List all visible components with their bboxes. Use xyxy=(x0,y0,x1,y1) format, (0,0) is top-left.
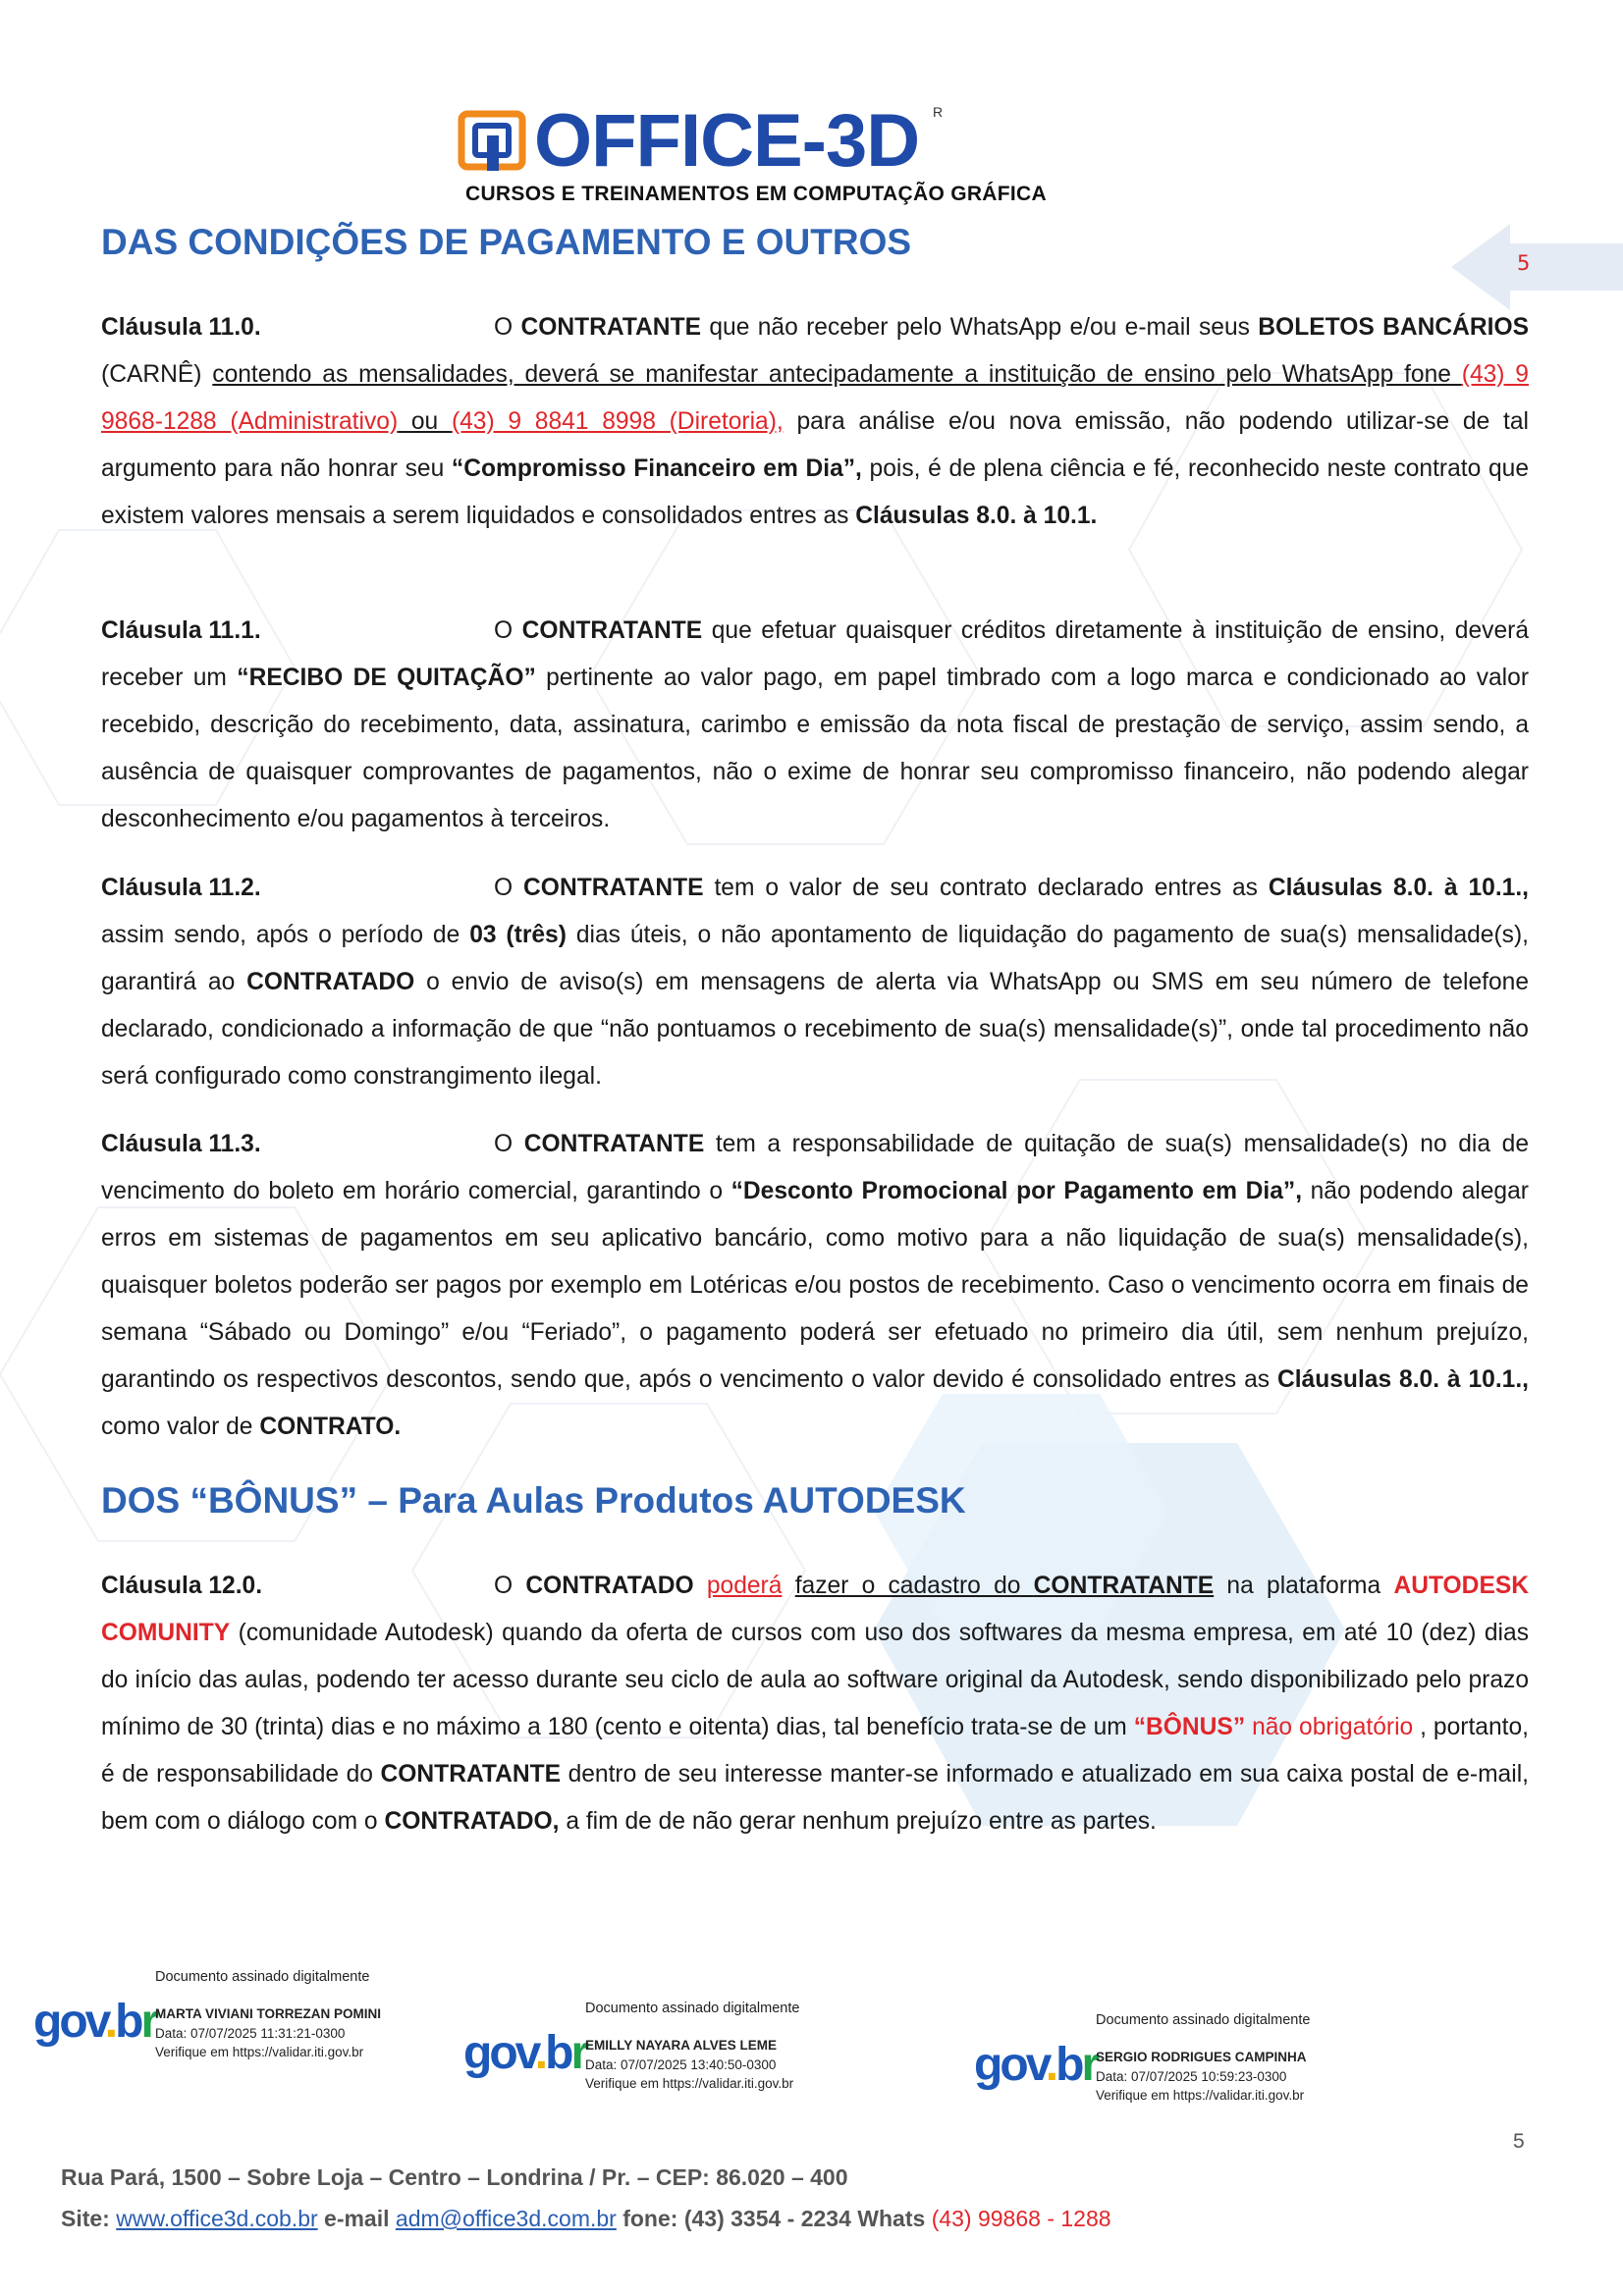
site-link[interactable]: www.office3d.cob.br xyxy=(116,2206,318,2231)
office-3d-logo-mark-icon xyxy=(458,110,526,171)
signer-name: SERGIO RODRIGUES CAMPINHA xyxy=(1096,2050,1307,2064)
phone-administrativo: (43) 9 9868-1288 (Administrativo) xyxy=(101,361,1529,435)
signer-name: MARTA VIVIANI TORREZAN POMINI xyxy=(155,2006,382,2021)
signer-name: EMILLY NAYARA ALVES LEME xyxy=(585,2038,778,2053)
email-link[interactable]: adm@office3d.com.br xyxy=(395,2206,617,2231)
clause-number: Cláusula 11.0. xyxy=(101,314,261,341)
footer-phone: (43) 3354 - 2234 xyxy=(683,2206,851,2231)
clause-11-3: Cláusula 11.3. O CONTRATANTE tem a responsabilidade de quitação de sua(s) mensalidade(s) no dia de vencimento do boleto em horário comercial, garantindo o “Desconto Promocional por Pagamento em Dia”, não podendo alegar erros em sistemas de pagamentos em seu aplicativo bancário, como motivo para a não liquidação de sua(s) mensalidade(s), quaisquer boletos poderão ser pagos por exemplo em Lotéricas e/ou postos de recebimento. Caso o vencimento ocorra em finais de semana “Sábado ou Domingo” e/ou “Feriado”, o pagamento poderá ser efetuado no primeiro dia útil, sem nenhum prejuízo, garantindo os respectivos descontos, sendo que, após o vencimento o valor devido é consolidado entres as Cláusulas 8.0. à 10.1., como valor de CONTRATO. xyxy=(101,1121,1529,1451)
gov-br-logo-icon: gov.br xyxy=(463,2027,587,2079)
signature-date: Data: 07/07/2025 13:40:50-0300 xyxy=(585,2057,777,2072)
clause-11-1: Cláusula 11.1. O CONTRATANTE que efetuar quaisquer créditos diretamente à instituição de ensino, deverá receber um “RECIBO DE QUITAÇÃO” pertinente ao valor pago, em papel timbrado com a logo marca e condicionado ao valor recebido, descrição do recebimento, data, assinatura, carimbo e emissão da nota fiscal de prestação de serviço, assim sendo, a ausência de quaisquer comprovantes de pagamentos, não o exime de honrar seu compromisso financeiro, não podendo alegar desconhecimento e/ou pagamentos à terceiros. xyxy=(101,608,1529,843)
clause-number: Cláusula 12.0. xyxy=(101,1573,263,1599)
footer-address: Rua Pará, 1500 – Sobre Loja – Centro – Londrina / Pr. – CEP: 86.020 – 400 xyxy=(61,2164,848,2190)
section-title-bonus: DOS “BÔNUS” – Para Aulas Produtos AUTODESK xyxy=(101,1480,966,1521)
section-title-payment: DAS CONDIÇÕES DE PAGAMENTO E OUTROS xyxy=(101,222,912,262)
clause-number: Cláusula 11.2. xyxy=(101,875,261,901)
gov-br-logo-icon: gov.br xyxy=(33,1996,157,2048)
clause-11-0: Cláusula 11.0. O CONTRATANTE que não receber pelo WhatsApp e/ou e-mail seus BOLETOS BANCÁRIOS (CARNÊ) contendo as mensalidades, deverá se manifestar antecipadamente a instituição de ensino pelo WhatsApp fone (43) 9 9868-1288 (Administrativo) ou (43) 9 8841 8998 (Diretoria), para análise e/ou nova emissão, não podendo utilizar-se de tal argumento para não honrar seu “Compromisso Financeiro em Dia”, pois, é de plena ciência e fé, reconhecido neste contrato que existem valores mensais a serem liquidados e consolidados entres as Cláusulas 8.0. à 10.1. xyxy=(101,304,1529,540)
gov-br-logo-icon: gov.br xyxy=(974,2039,1098,2091)
page-tab-number: 5 xyxy=(1517,251,1531,275)
office-3d-logo xyxy=(458,99,1047,210)
signature-date: Data: 07/07/2025 10:59:23-0300 xyxy=(1096,2069,1287,2084)
signature-date: Data: 07/07/2025 11:31:21-0300 xyxy=(155,2026,346,2041)
signature-verify-text: Verifique em https://validar.iti.gov.br xyxy=(1096,2088,1305,2103)
digital-signature-3: Documento assinado digitalmente gov.br SERGIO RODRIGUES CAMPINHA Data: 07/07/2025 10:59:23-0300 Verifique em https://validar.iti.gov.br xyxy=(974,2012,1311,2103)
page-number-tab-icon xyxy=(1451,224,1623,310)
autodesk-comunity-label: AUTODESK COMUNITY xyxy=(101,1573,1530,1646)
digital-signature-2: Documento assinado digitalmente gov.br EMILLY NAYARA ALVES LEME Data: 07/07/2025 13:40:50-0300 Verifique em https://validar.iti.gov.br xyxy=(463,2001,800,2091)
digital-signature-1: Documento assinado digitalmente gov.br MARTA VIVIANI TORREZAN POMINI Data: 07/07/2025 11:31:21-0300 Verifique em https://validar.iti.gov.br xyxy=(33,1969,382,2059)
footer-whatsapp: (43) 99868 - 1288 xyxy=(931,2206,1111,2231)
clause-11-2: Cláusula 11.2. O CONTRATANTE tem o valor de seu contrato declarado entres as Cláusulas 8.0. à 10.1., assim sendo, após o período de 03 (três) dias úteis, o não apontamento de liquidação do pagamento de sua(s) mensalidade(s), garantirá ao CONTRATADO o envio de aviso(s) em mensagens de alerta via WhatsApp ou SMS em seu número de telefone declarado, condicionado a informação de que “não pontuamos o recebimento de sua(s) mensalidade(s)”, onde tal procedimento não será configurado como constrangimento ilegal. xyxy=(101,865,1529,1100)
footer-contacts: Site: www.office3d.cob.br e-mail adm@office3d.com.br fone: (43) 3354 - 2234 Whats (43) 99868 - 1288 xyxy=(61,2206,1111,2231)
logo-registered-mark: R xyxy=(933,104,944,120)
phone-diretoria: (43) 9 8841 8998 (Diretoria), xyxy=(451,408,784,435)
clause-12-0: Cláusula 12.0. O CONTRATADO poderá fazer o cadastro do CONTRATANTE na plataforma AUTODESK COMUNITY (comunidade Autodesk) quando da oferta de cursos com uso dos softwares da mesma empresa, em até 10 (dez) dias do início das aulas, podendo ter acesso durante seu ciclo de aula ao software original da Autodesk, sendo disponibilizado pelo prazo mínimo de 30 (trinta) dias e no máximo a 180 (cento e oitenta) dias, tal benefício trata-se de um “BÔNUS” não obrigatório , portanto, é de responsabilidade do CONTRATANTE dentro de seu interesse manter-se informado e atualizado em sua caixa postal de e-mail, bem com o diálogo com o CONTRATADO, a fim de de não gerar nenhum prejuízo entre as partes. xyxy=(101,1563,1529,1845)
logo-tagline: CURSOS E TREINAMENTOS EM COMPUTAÇÃO GRÁFICA xyxy=(465,183,1047,205)
clause-number: Cláusula 11.3. xyxy=(101,1131,261,1157)
signature-verify-text: Verifique em https://validar.iti.gov.br xyxy=(155,2045,364,2059)
footer-page-number: 5 xyxy=(1513,2130,1525,2153)
signature-verify-text: Verifique em https://validar.iti.gov.br xyxy=(585,2076,794,2091)
clause-number: Cláusula 11.1. xyxy=(101,617,261,644)
logo-brand-text: OFFICE-3D xyxy=(534,99,920,183)
